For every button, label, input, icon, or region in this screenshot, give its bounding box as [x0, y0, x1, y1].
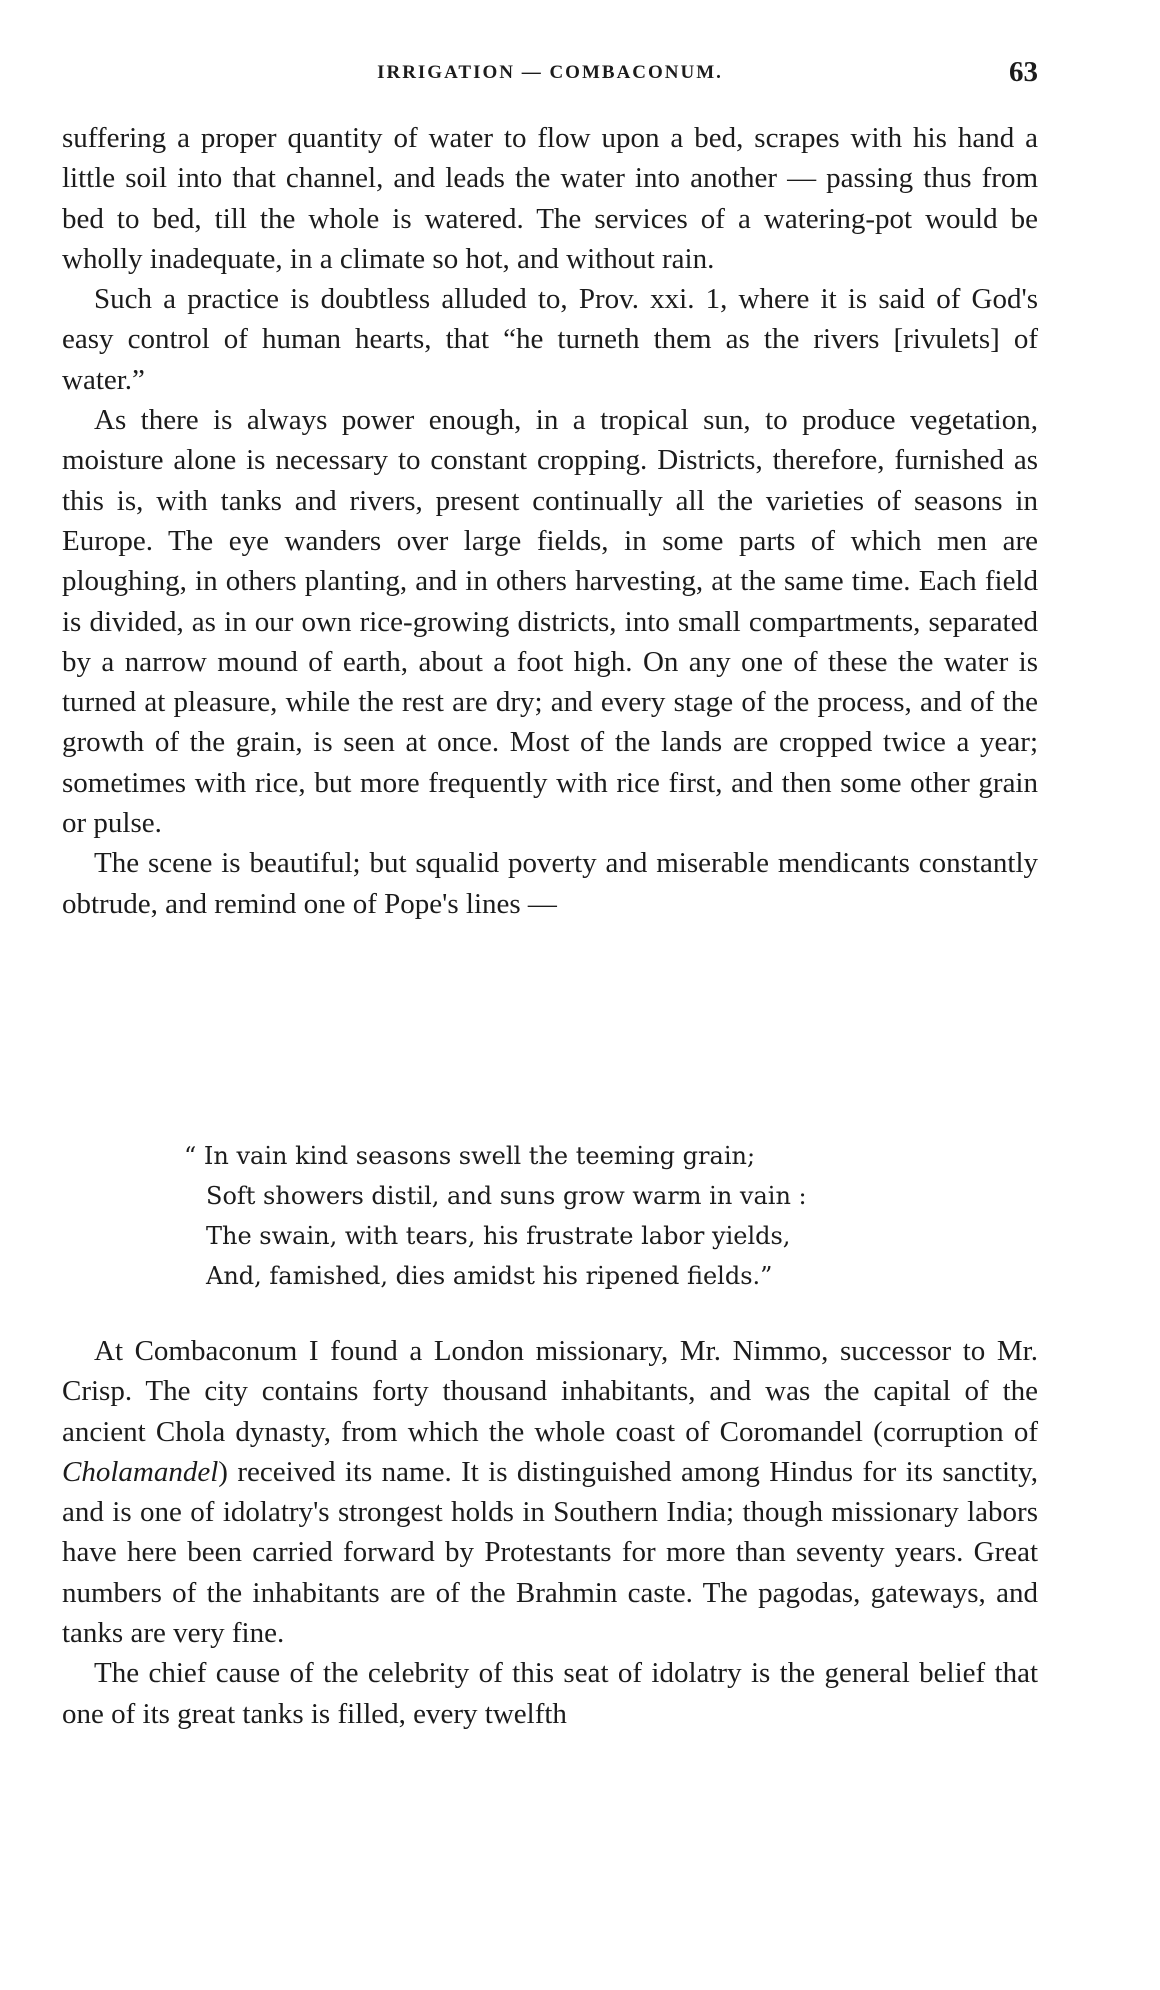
body-text	[62, 118, 1038, 924]
page-number: 63	[1009, 56, 1038, 88]
paragraph-4: The scene is beautiful; but squalid poverty and miserable mendicants constantly obtrude, and remind one of Pope's lines —	[62, 847, 1038, 920]
paragraph-1: suffering a proper quantity of water to flow upon a bed, scrapes with his hand a little soil into that channel, and leads the water into another — passing thus from bed to bed, till the whole is watered. The services of a watering-pot would be wholly inadequate, in a climate so hot, and without rain.	[62, 122, 1038, 275]
running-head	[62, 56, 1038, 96]
poem-line: The swain, with tears, his frustrate labor yields,	[206, 1222, 791, 1250]
paragraph-5-text: At Combaconum I found a London missionary, Mr. Nimmo, successor to Mr. Crisp. The city contains forty thousand inhabitants, and was the capital of the ancient Chola dynasty, from which the whole coast of Coromandel (corruption of	[62, 1335, 1038, 1448]
paragraph-3: As there is always power enough, in a tropical sun, to produce vegetation, moisture alone is necessary to constant cropping. Districts, therefore, furnished as this is, with tanks and rivers, present continually all the varieties of seasons in Europe. The eye wanders over large fields, in some parts of which men are ploughing, in others planting, and in others harvesting, at the same time. Each field is divided, as in our own rice-growing districts, into small compartments, separated by a narrow mound of earth, about a foot high. On any one of these the water is turned at pleasure, while the rest are dry; and every stage of the process, and of the growth of the grain, is seen at once. Most of the lands are cropped twice a year; sometimes with rice, but more frequently with rice first, and then some other grain or pulse.	[62, 404, 1038, 840]
body-text-continued	[62, 1331, 1038, 1734]
running-title: IRRIGATION — COMBACONUM.	[377, 62, 723, 83]
paragraph-6: The chief cause of the celebrity of this seat of idolatry is the general belief that one of its great tanks is filled, every twelfth	[62, 1657, 1038, 1730]
paragraph-5	[62, 1331, 1038, 1653]
paragraph-2: Such a practice is doubtless alluded to, Prov. xxi. 1, where it is said of God's easy control of human hearts, that “he turneth them as the rivers [rivulets] of water.”	[62, 283, 1038, 396]
paragraph-5-italic: Cholamandel	[62, 1455, 219, 1488]
paragraph-5-text-end: ) received its name. It is distinguished among Hindus for its sanctity, and is one of idolatry's strongest holds in Southern India; though missionary labors have here been carried forward by Protestants for more than seventy years. Great numbers of the inhabitants are of the Brahmin caste. The pagodas, gateways, and tanks are very fine.	[62, 1455, 1038, 1650]
poem-quotation	[184, 1136, 964, 1296]
poem-line: And, famished, dies amidst his ripened fields.”	[206, 1262, 773, 1290]
poem-line: Soft showers distil, and suns grow warm in vain :	[206, 1182, 807, 1210]
poem-line: “ In vain kind seasons swell the teeming grain;	[184, 1142, 756, 1170]
